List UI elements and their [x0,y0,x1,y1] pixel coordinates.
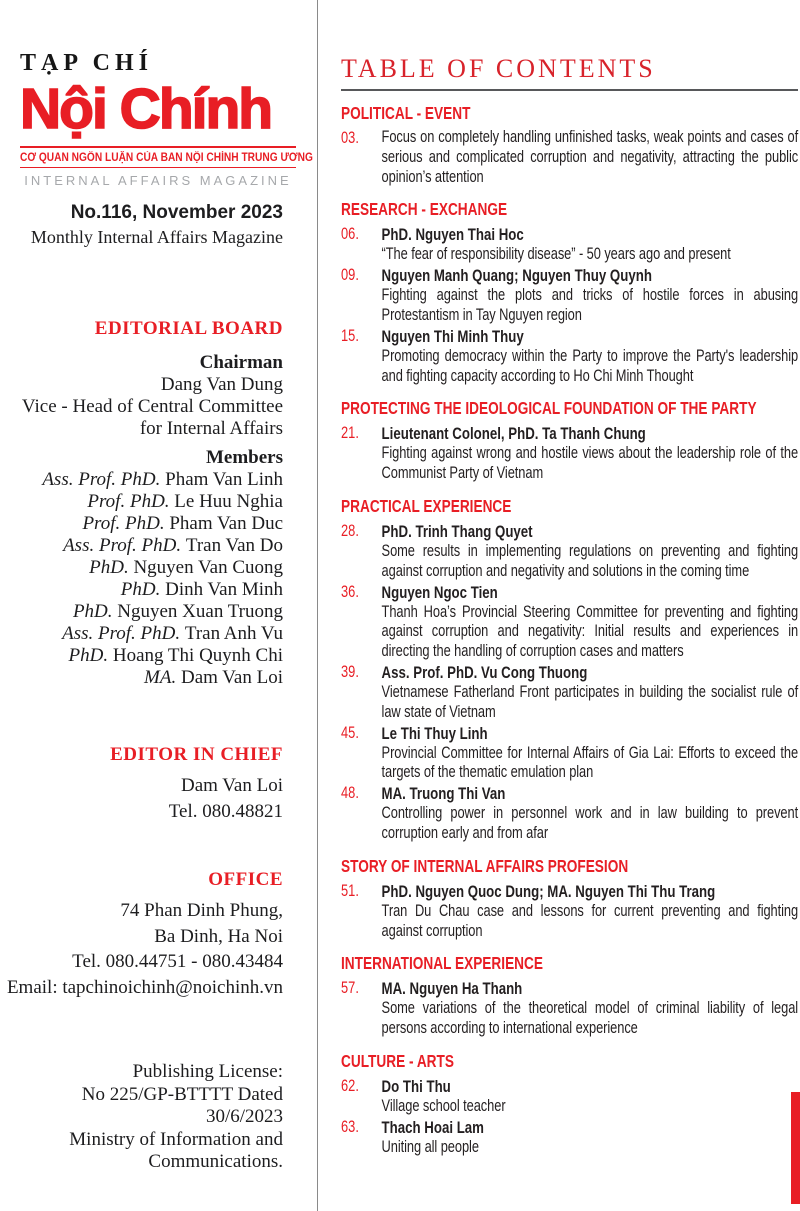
toc-item-author: Nguyen Ngoc Tien [381,582,498,602]
table-of-contents [341,54,798,1158]
toc-item [341,662,798,723]
toc-item-title: Provincial Committee for Internal Affairs of Gia Lai: Efforts to exceed the targets of the thematic emulation plan [381,743,799,782]
toc-page-number: 03. [341,129,359,147]
toc-page-number: 39. [341,662,359,681]
magazine-masthead [20,50,313,188]
member-degree: MA. [144,667,181,688]
toc-item-title: Fighting against the plots and tricks of hostile forces in abusing Protestantism in Tay Nguyen region [381,286,799,324]
toc-section-heading: INTERNATIONAL EXPERIENCE [341,953,543,974]
toc-entry [382,723,799,784]
toc-section-heading: STORY OF INTERNAL AFFAIRS PROFESION [341,855,629,876]
toc-title: TABLE OF CONTENTS [341,54,656,83]
member-line: PhD. Nguyen Van Cuong [89,557,283,578]
member-line: Ass. Prof. PhD. Pham Van Linh [42,469,283,490]
toc-item [341,783,798,844]
toc-section-heading: PROTECTING THE IDEOLOGICAL FOUNDATION OF THE PARTY [341,398,757,419]
chairman-label: Chairman [199,352,283,373]
publishing-license-lines [0,1061,283,1174]
masthead-rule-top [20,146,296,148]
toc-item-title: Uniting all people [381,1137,479,1156]
toc-page-number: 36. [341,582,359,601]
toc-item [341,723,798,784]
toc-item-title: Promoting democracy within the Party to improve the Party's leadership and fighting capacity according to Ho Chi Minh Thought [381,346,799,385]
office-heading: OFFICE [208,869,283,890]
member-degree: Prof. PhD. [82,513,170,534]
toc-item [341,128,798,187]
member-degree: Ass. Prof. PhD. [42,469,166,490]
toc-item-author: Ass. Prof. PhD. Vu Cong Thuong [381,662,588,682]
member-line: PhD. Hoang Thi Quynh Chi [68,645,283,666]
toc-section-heading: PRACTICAL EXPERIENCE [341,495,512,516]
toc-item-author: MA. Nguyen Ha Thanh [381,979,523,999]
toc-sections [341,103,798,1158]
toc-entry [382,521,799,582]
toc-section-heading: RESEARCH - EXCHANGE [341,199,508,220]
toc-item [341,521,798,582]
toc-item [341,1117,798,1158]
member-degree: PhD. [68,645,113,666]
chairman-line: Dang Van Dung [160,374,283,395]
toc-item-title: Focus on completely handling unfinished tasks, weak points and cases of serious and complicated corruption and negativity, attracting the public opinion’s attention [381,128,799,186]
sidebar [0,0,313,1211]
member-line: PhD. Dinh Van Minh [120,579,283,600]
toc-entry [382,326,799,387]
toc-title-rule [341,89,798,91]
toc-section [341,199,798,386]
toc-section-heading: CULTURE - ARTS [341,1050,454,1071]
member-line: Ass. Prof. PhD. Tran Van Do [63,535,283,556]
toc-item-title: Thanh Hoa’s Provincial Steering Committee for preventing and fighting against corruption and negativity: Initial results and experiences in directing the handling of corruption cases and matters [381,602,799,661]
toc-item-author: Thach Hoai Lam [381,1117,484,1137]
toc-item [341,224,798,265]
toc-section [341,496,798,844]
issue-number: No.116, November 2023 [70,202,283,223]
toc-page-number: 06. [341,225,359,244]
member-line: Ass. Prof. PhD. Tran Anh Vu [62,623,283,644]
chairman-lines [0,374,283,440]
toc-section [341,398,798,484]
toc-item-author: Nguyen Manh Quang; Nguyen Thuy Quynh [381,266,652,286]
toc-item [341,326,798,387]
editorial-board-heading: EDITORIAL BOARD [94,318,283,339]
toc-item-author: Nguyen Thi Minh Thuy [381,326,524,346]
office-line: Tel. 080.44751 - 080.43484 [72,951,283,972]
toc-entry [382,224,799,265]
editor-in-chief-lines [0,773,283,824]
office-lines [0,898,283,1000]
toc-page-number: 28. [341,521,359,540]
toc-item-author: PhD. Nguyen Thai Hoc [381,225,524,245]
toc-item [341,582,798,662]
toc-page-number: 63. [341,1117,359,1136]
magazine-logo: Nội Chính [20,77,272,141]
toc-entry [382,582,799,662]
toc-page-number: 21. [341,424,359,443]
toc-item-title: Village school teacher [381,1096,506,1115]
toc-item-author: PhD. Trinh Thang Quyet [381,521,533,541]
issue-subtitle: Monthly Internal Affairs Magazine [30,227,283,247]
toc-item-title: Some results in implementing regulations on preventing and fighting against corruption and negativity and solutions in the coming time [381,541,799,580]
office-block [0,869,283,1000]
editor-in-chief-block [0,744,283,824]
masthead-rule-bottom [20,167,296,168]
office-line: Email: tapchinoichinh@noichinh.vn [6,976,283,998]
publishing-license-line: Ministry of Information and [69,1128,283,1150]
toc-item-title: “The fear of responsibility disease” - 50 years ago and present [381,245,731,264]
toc-item [341,978,798,1039]
member-lines [0,469,283,689]
masthead-tagline [20,151,313,165]
toc-item-author: Do Thi Thu [381,1076,451,1096]
toc-item [341,265,798,326]
toc-section-heading: POLITICAL - EVENT [341,103,471,123]
toc-item-author: Lieutenant Colonel, PhD. Ta Thanh Chung [381,424,646,444]
toc-item-title: Controlling power in personnel work and in law building to prevent corruption early and from afar [381,804,799,842]
toc-page-number: 48. [341,784,359,803]
toc-section [341,953,798,1039]
toc-entry [382,1076,799,1117]
chairman-line: Vice - Head of Central Committee [21,396,283,417]
masthead-kicker: TẠP CHÍ [20,50,154,76]
editorial-board-block [0,318,283,689]
member-degree: Ass. Prof. PhD. [62,623,185,644]
editor-in-chief-line: Dam Van Loi [180,775,283,796]
toc-page-number: 57. [341,979,359,998]
toc-entry [382,128,799,187]
member-line: MA. Dam Van Loi [144,667,283,688]
column-divider [317,0,318,1211]
member-degree: Prof. PhD. [87,491,175,512]
toc-page-number: 15. [341,326,359,345]
office-line: 74 Phan Dinh Phung, [120,900,283,921]
editor-in-chief-line: Tel. 080.48821 [168,800,283,822]
page-bleed-mark [791,1092,800,1204]
publishing-license-line: Publishing License: [132,1061,283,1082]
office-line: Ba Dinh, Ha Noi [154,925,283,947]
toc-item [341,423,798,484]
toc-entry [382,662,799,723]
toc-item-author: MA. Truong Thi Van [381,784,506,804]
issue-info [0,202,283,248]
toc-section [341,1051,798,1158]
member-line: Prof. PhD. Pham Van Duc [82,513,283,534]
toc-entry [382,978,799,1039]
publishing-license-line: Communications. [148,1151,283,1172]
toc-entry [382,423,799,484]
member-line: PhD. Nguyen Xuan Truong [72,601,283,622]
toc-item-title: Some variations of the theoretical model of criminal liability of legal persons according to international experience [381,999,799,1038]
member-degree: PhD. [89,557,134,578]
toc-page-number: 51. [341,881,359,900]
toc-entry [382,1117,799,1158]
toc-item-title: Tran Du Chau case and lessons for current preventing and fighting against corruption [381,901,799,940]
toc-entry [382,881,799,942]
publishing-license-line: No 225/GP-BTTTT Dated 30/6/2023 [81,1083,283,1127]
toc-entry [382,265,799,326]
editor-in-chief-heading: EDITOR IN CHIEF [110,744,283,765]
member-line: Prof. PhD. Le Huu Nghia [87,491,283,512]
toc-page-number: 09. [341,266,359,285]
toc-item-title: Fighting against wrong and hostile views about the leadership role of the Communist Party of Vietnam [381,444,799,483]
masthead-tagline-text: CƠ QUAN NGÔN LUẬN CỦA BAN NỘI CHÍNH TRUNG ƯƠNG [20,152,313,164]
member-degree: Ass. Prof. PhD. [63,535,186,556]
members-label: Members [205,447,283,468]
toc-entry [382,783,799,844]
chairman-line: for Internal Affairs [139,418,283,439]
toc-item-author: PhD. Nguyen Quoc Dung; MA. Nguyen Thi Thu Trang [381,881,716,901]
publishing-license-block [0,1061,283,1174]
toc-item-author: Le Thi Thuy Linh [381,723,488,743]
toc-page-number: 62. [341,1076,359,1095]
toc-page-number: 45. [341,723,359,742]
member-degree: PhD. [120,579,166,600]
masthead-subtitle: INTERNAL AFFAIRS MAGAZINE [24,173,292,188]
member-degree: PhD. [72,601,118,622]
toc-section [341,103,798,187]
toc-section [341,856,798,942]
toc-item-title: Vietnamese Fatherland Front participates in building the socialist rule of law state of Vietnam [381,682,799,721]
toc-item [341,1076,798,1117]
toc-item [341,881,798,942]
